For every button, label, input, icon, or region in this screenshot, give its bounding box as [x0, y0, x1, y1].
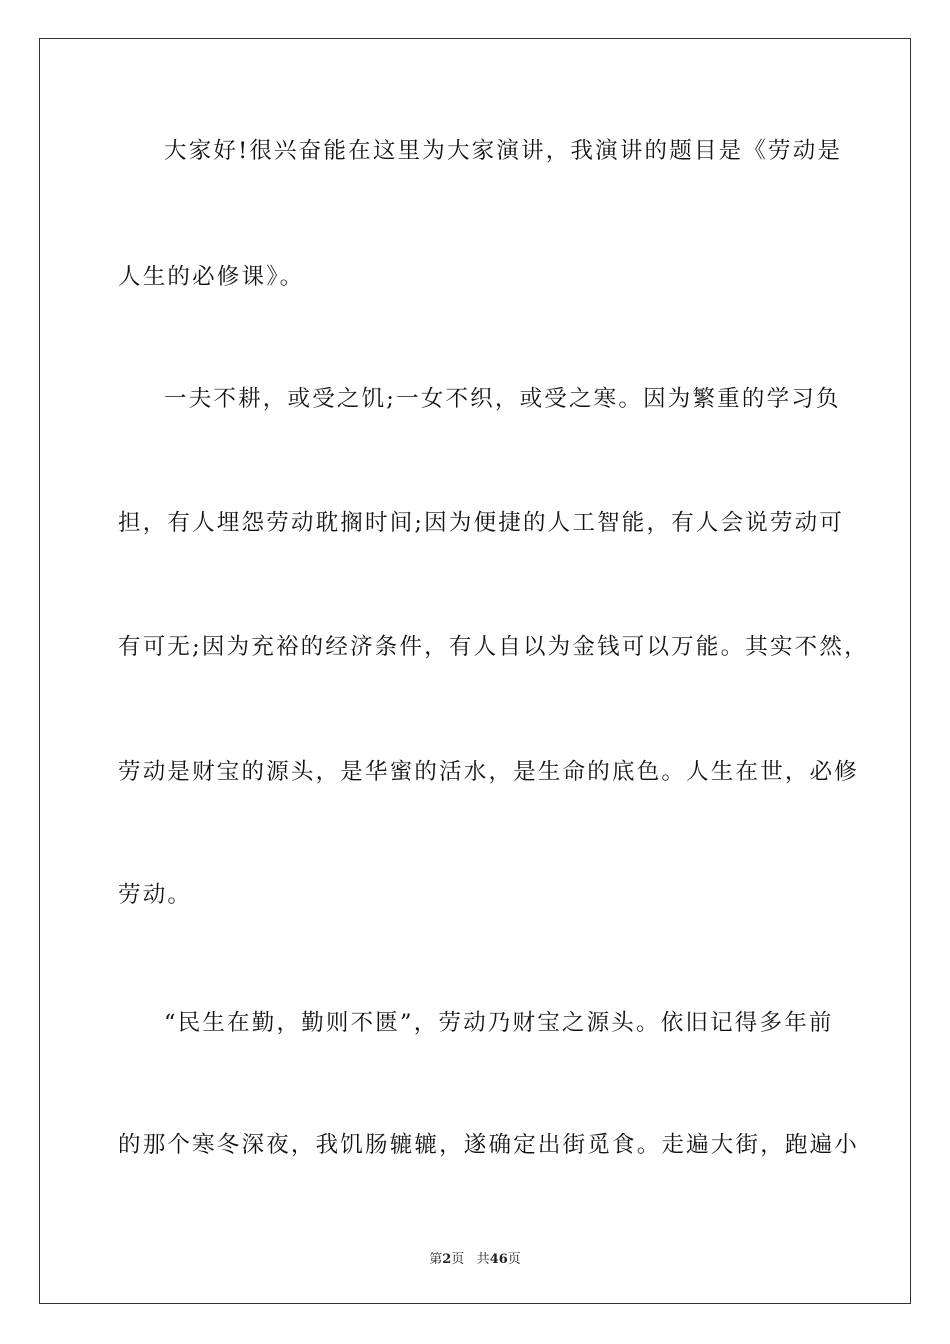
paragraph-1-line-1: 大家好!很兴奋能在这里为大家演讲，我演讲的题目是《劳动是	[164, 138, 843, 164]
footer-total-prefix: 共	[476, 1252, 490, 1267]
paragraph-2-line-2: 担，有人埋怨劳动耽搁时间;因为便捷的人工智能，有人会说劳动可	[118, 510, 845, 536]
paragraph-3-line-2: 的那个寒冬深夜，我饥肠辘辘，遂确定出街觅食。走遍大街，跑遍小	[118, 1132, 860, 1158]
footer-page-number: 2	[442, 1252, 452, 1267]
paragraph-2-line-3: 有可无;因为充裕的经济条件，有人自以为金钱可以万能。其实不然，	[118, 634, 869, 660]
paragraph-2-line-5: 劳动。	[118, 882, 193, 908]
paragraph-2-line-4: 劳动是财宝的源头，是华蜜的活水，是生命的底色。人生在世，必修	[118, 759, 860, 785]
footer-total-pages: 46	[489, 1252, 508, 1267]
footer-page-prefix: 第	[429, 1252, 443, 1267]
footer-page-suffix: 页	[451, 1252, 465, 1267]
page-footer	[0, 1248, 950, 1267]
paragraph-1-line-2: 人生的必修课》。	[118, 264, 305, 290]
paragraph-2-line-1: 一夫不耕，或受之饥;一女不织，或受之寒。因为繁重的学习负	[164, 386, 841, 412]
footer-total-suffix: 页	[507, 1252, 521, 1267]
paragraph-3-line-1: “民生在勤，勤则不匮”，劳动乃财宝之源头。依旧记得多年前	[164, 1010, 834, 1036]
page-frame	[39, 38, 911, 1304]
